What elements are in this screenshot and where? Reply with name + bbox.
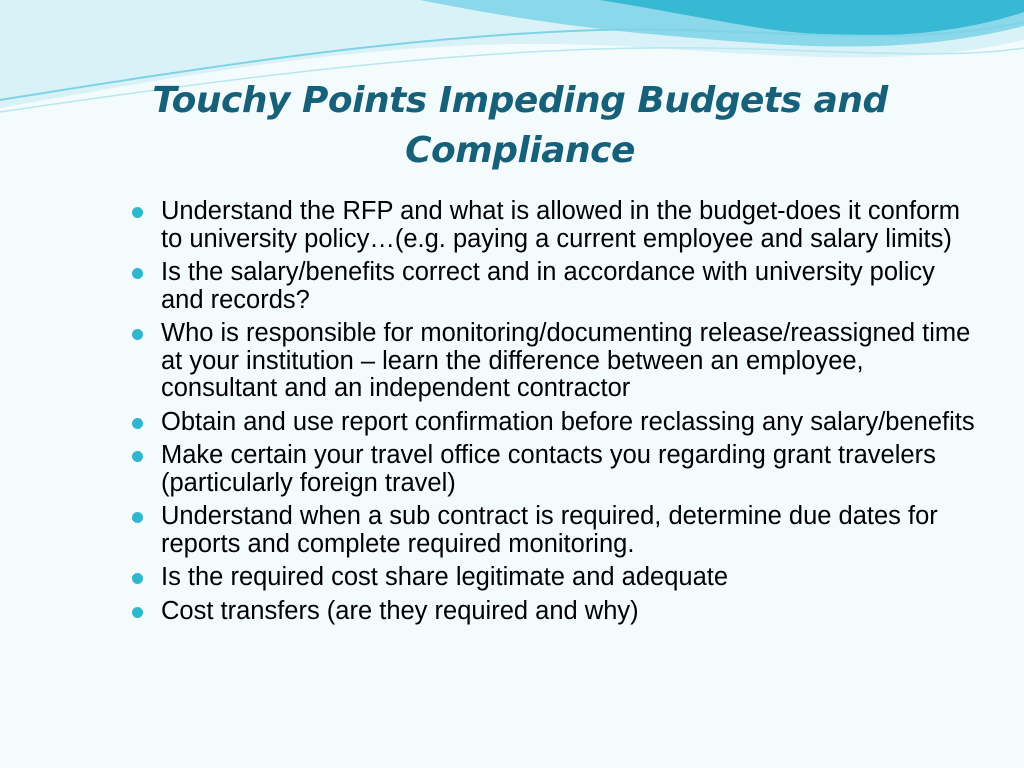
bullet-dot-icon — [132, 573, 143, 584]
bullet-text: Cost transfers (are they required and why) — [161, 596, 639, 625]
bullet-item — [126, 598, 976, 626]
bullet-item — [126, 198, 976, 253]
bullet-list — [126, 198, 976, 631]
bullet-text: Who is responsible for monitoring/documenting release/reassigned time at your institution – learn the difference between an employee, consultant and an independent contractor — [161, 319, 971, 402]
bullet-text: Obtain and use report confirmation before reclassing any salary/benefits — [161, 407, 975, 436]
bullet-item — [126, 442, 976, 497]
bullet-text: Understand when a sub contract is required, determine due dates for reports and complete required monitoring. — [161, 502, 938, 558]
bullet-text: Is the salary/benefits correct and in accordance with university policy and records? — [161, 258, 935, 314]
bullet-text: Make certain your travel office contacts you regarding grant travelers (particularly foreign travel) — [161, 441, 936, 497]
bullet-dot-icon — [132, 512, 143, 523]
bullet-dot-icon — [132, 418, 143, 429]
bullet-dot-icon — [132, 207, 143, 218]
slide-title: Touchy Points Impeding Budgets and Compliance — [152, 80, 888, 171]
bullet-item — [126, 320, 976, 403]
bullet-item — [126, 503, 976, 558]
bullet-dot-icon — [132, 329, 143, 340]
bullet-item — [126, 259, 976, 314]
bullet-item — [126, 409, 976, 437]
bullet-text: Understand the RFP and what is allowed in the budget-does it conform to university policy…(e.g. paying a current employee and salary limits) — [161, 197, 960, 253]
bullet-text: Is the required cost share legitimate and adequate — [161, 563, 729, 591]
bullet-dot-icon — [132, 268, 143, 279]
bullet-dot-icon — [132, 451, 143, 462]
bullet-dot-icon — [132, 607, 143, 618]
bullet-item — [126, 564, 976, 592]
